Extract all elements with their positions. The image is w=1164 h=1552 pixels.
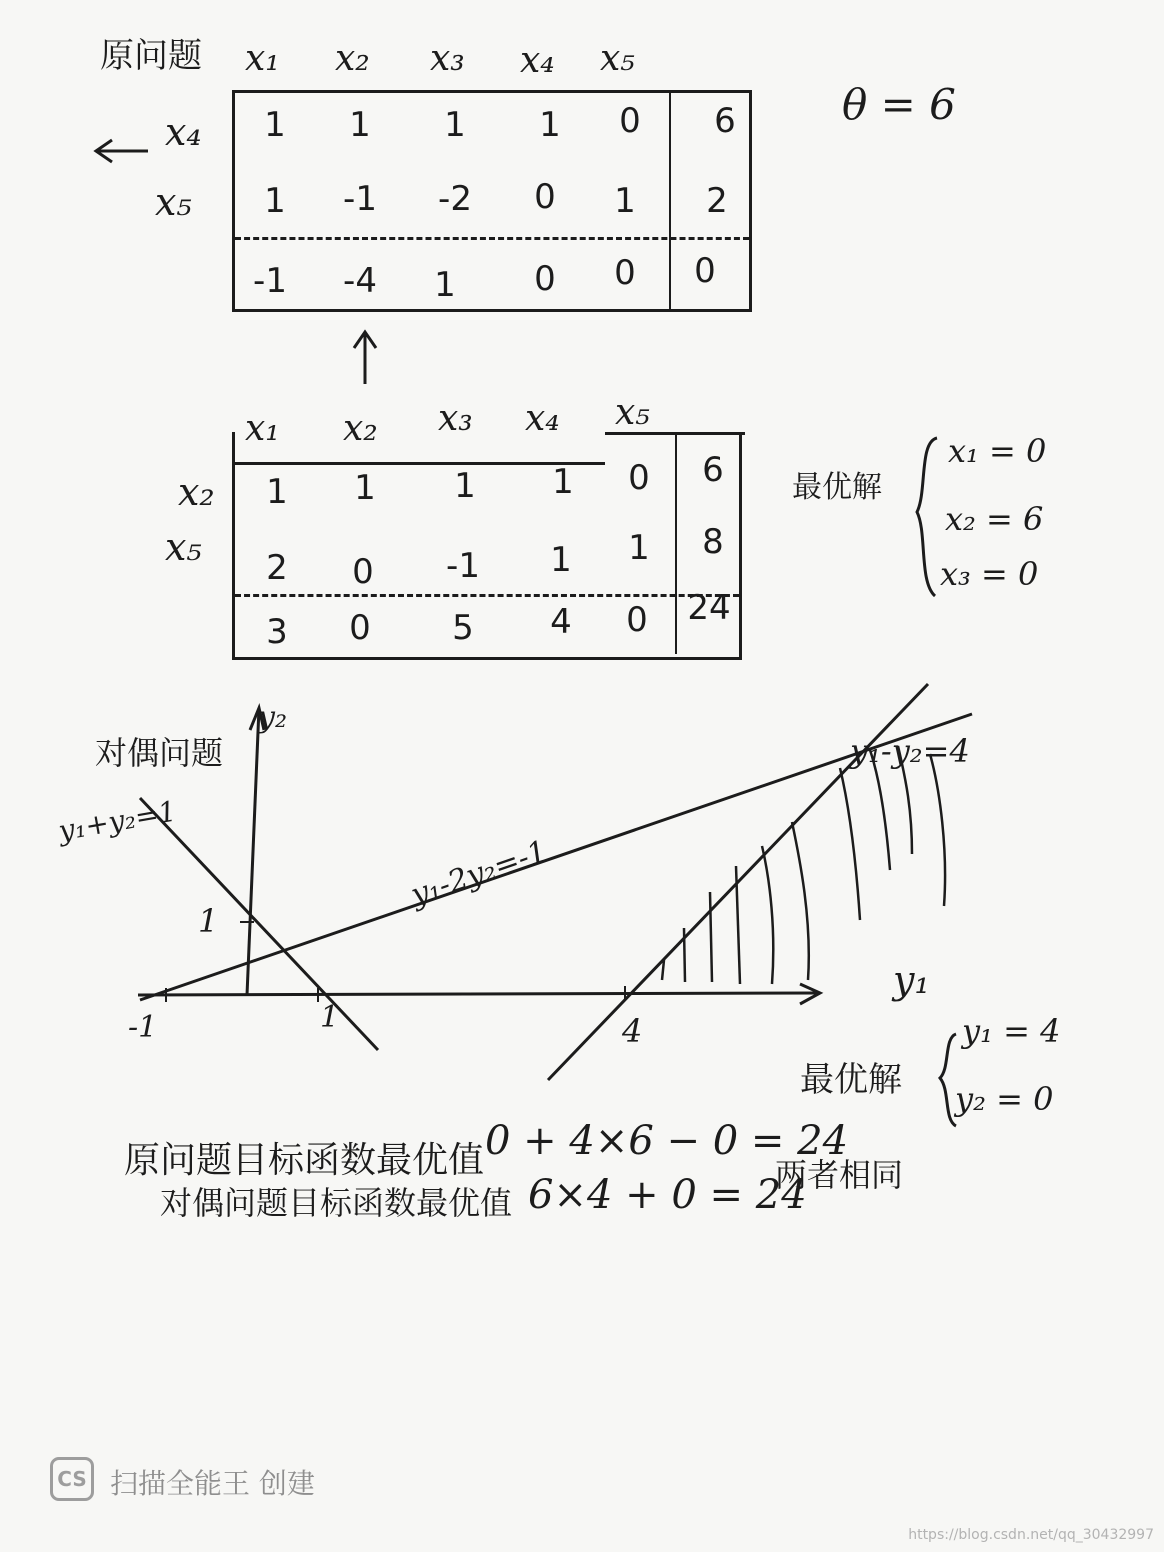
tableau2-cell: 1	[354, 468, 376, 508]
tick-label-y-1: 1	[198, 902, 219, 940]
tableau1-rhs-separator	[669, 93, 671, 309]
tableau2-cell: 1	[552, 462, 574, 502]
tableau1-cell: 1	[539, 105, 561, 145]
tableau1-header-x1: x₁	[245, 38, 280, 79]
feasible-region-hatching	[662, 746, 945, 984]
tableau1-rhs: 2	[706, 181, 728, 221]
tableau1-header-x2: x₂	[335, 38, 370, 79]
tableau2-cell: 1	[266, 472, 288, 512]
tableau2-cell: 0	[628, 458, 650, 498]
tableau2-divider	[235, 594, 739, 597]
tableau1-cell: 1	[264, 105, 286, 145]
tableau2-rhs: 8	[702, 522, 724, 562]
y2-axis-label: y₂	[258, 700, 287, 735]
dual-optimal-y1: y₁ = 4	[962, 1012, 1061, 1050]
dual-optimal-y2: y₂ = 0	[955, 1080, 1054, 1118]
tableau1-obj-cell: 0	[614, 253, 636, 293]
tableau2-obj-cell: 3	[266, 612, 288, 652]
primal-title: 原问题	[100, 36, 202, 76]
tick-label-x-1: 1	[320, 1000, 340, 1035]
dual-optimal-label: 最优解	[800, 1060, 902, 1100]
entering-arrow-icon	[350, 328, 380, 388]
tableau1-obj-rhs: 0	[694, 251, 716, 291]
tableau1-cell: 1	[349, 105, 371, 145]
tableau2-obj-cell: 5	[452, 608, 474, 648]
tableau2-obj-cell: 0	[626, 600, 648, 640]
tableau1-obj-cell: 1	[434, 265, 456, 305]
tableau2-rhs-separator	[675, 432, 677, 654]
tableau2-header-x2: x₂	[343, 408, 378, 449]
tableau1-divider	[235, 237, 749, 240]
tableau2-obj-cell: 0	[349, 608, 371, 648]
tableau1-cell: 1	[264, 181, 286, 221]
tableau1-cell: -2	[438, 179, 472, 219]
tableau1-cell: 0	[619, 101, 641, 141]
tableau2-header-x3: x₃	[438, 398, 473, 439]
tableau2-cell: 0	[352, 552, 374, 592]
tableau2-obj-cell: 4	[550, 602, 572, 642]
tableau1-basis-0: x₄	[165, 110, 202, 154]
leaving-arrow-icon	[92, 136, 152, 166]
line-label-y1-plus-y2: y₁+y₂=1	[56, 794, 179, 848]
primal-optimal-x3: x₃ = 0	[940, 555, 1039, 593]
primal-optimal-brace	[905, 432, 945, 602]
tableau2-header-x1: x₁	[245, 408, 280, 449]
tableau1-header-x5: x₅	[600, 38, 635, 79]
theta-value: θ = 6	[842, 80, 956, 129]
tableau2-cell: -1	[446, 546, 480, 586]
tableau1	[232, 90, 752, 312]
tableau2-header-x4: x₄	[525, 398, 560, 439]
source-url-watermark: https://blog.csdn.net/qq_30432997	[908, 1527, 1154, 1543]
tableau1-obj-cell: 0	[534, 259, 556, 299]
line-y1-minus-2y2	[140, 714, 972, 1000]
tableau1-cell: 1	[614, 181, 636, 221]
tableau1-header-x3: x₃	[430, 38, 465, 79]
line-label-y1-minus-y2: y₁-y₂=4	[850, 732, 970, 770]
line-y1-plus-y2	[140, 798, 378, 1050]
conclusion-same: 两者相同	[775, 1156, 904, 1194]
conclusion-primal-text: 原问题目标函数最优值	[124, 1140, 485, 1181]
tableau1-obj-cell: -4	[343, 261, 377, 301]
tableau2-cell: 2	[266, 548, 288, 588]
conclusion-primal-expr: 0 + 4×6 − 0 = 24	[485, 1118, 849, 1164]
tableau2-cell: 1	[550, 540, 572, 580]
camscanner-watermark: 扫描全能王 创建	[110, 1467, 315, 1500]
tableau2-header-x5: x₅	[615, 392, 650, 433]
tableau1-cell: -1	[343, 179, 377, 219]
conclusion-dual-expr: 6×4 + 0 = 24	[528, 1172, 807, 1218]
tableau2-rhs: 6	[702, 450, 724, 490]
tableau2	[232, 432, 742, 660]
tableau1-cell: 0	[534, 177, 556, 217]
tableau1-basis-1: x₅	[155, 180, 192, 224]
y1-axis	[138, 993, 818, 995]
line-label-y1-minus-2y2: y₁-2y₂=-1	[406, 833, 552, 913]
tick-label-x-4: 4	[622, 1012, 643, 1050]
tableau1-cell: 1	[444, 105, 466, 145]
tableau1-header-x4: x₄	[520, 40, 555, 81]
primal-optimal-x1: x₁ = 0	[948, 432, 1047, 470]
conclusion-dual-text: 对偶问题目标函数最优值	[160, 1184, 513, 1222]
y2-axis	[247, 708, 259, 995]
primal-optimal-x2: x₂ = 6	[945, 500, 1044, 538]
tableau1-obj-cell: -1	[253, 261, 287, 301]
y1-axis-label: y₁	[893, 958, 930, 1002]
tableau2-cell: 1	[454, 466, 476, 506]
camscanner-logo: CS	[50, 1457, 94, 1501]
tableau2-basis-1: x₅	[165, 525, 202, 569]
tick-label-x-minus1: -1	[128, 1010, 158, 1045]
tableau2-obj-rhs: 24	[687, 588, 731, 628]
tableau2-basis-0: x₂	[178, 470, 215, 514]
dual-title: 对偶问题	[95, 734, 224, 772]
primal-optimal-label: 最优解	[792, 470, 882, 505]
tableau1-rhs: 6	[714, 101, 736, 141]
tableau2-cell: 1	[628, 528, 650, 568]
